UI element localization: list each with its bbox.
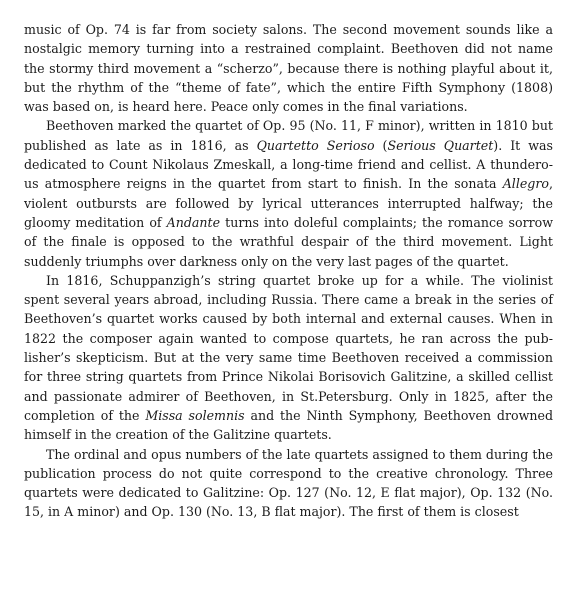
paragraph-2-text: ( xyxy=(374,137,388,153)
italic-title-quartetto-serioso: Quartetto Serioso xyxy=(256,137,375,153)
paragraph-2-text: , violent outbursts are followed by lyrical utterances interrupted halfway; the gloomy meditation of xyxy=(24,176,553,230)
paragraph-2 xyxy=(24,116,553,270)
paragraph-4-text: The ordinal and opus numbers of the late quartets assigned to them during the publication process do not quite correspond to the creative chronology. Three quartets were dedicated to Galitzine: Op. 127 (No. 12, E flat major), Op. 132 (No. 15, in A minor) and Op. 130 (No. 13, B flat major). The first of them is closest xyxy=(24,446,553,520)
paragraph-2-text: Beethoven marked the quartet of Op. 95 (No. 11, F minor), written in 1810 but published as late as in 1816, as xyxy=(24,118,553,153)
paragraph-3-text: In 1816, Schuppanzigh’s string quartet broke up for a while. The violinist spent several years abroad, including Russia. There came a break in the series of Beethoven’s quartet works caused by both internal and external causes. When in 1822 the composer again wanted to compose quartets, he ran across the publisher’s skepticism. But at the very same time Beethoven received a commission for three string quartets from Prince Nikolai Borisovich Galitzine, a skilled cellist and passionate admirer of Beethoven, in St.Petersburg. Only in 1825, after the completion of the xyxy=(24,272,553,423)
paragraph-3 xyxy=(24,271,553,445)
paragraph-2-text: turns into doleful complaints; the romance sorrow of the finale is opposed to the wrathful despair of the third movement. Light suddenly triumphs over darkness only on the very last pages of the quartet. xyxy=(24,214,553,269)
document-page xyxy=(24,20,553,522)
italic-title-serious-quartet: Serious Quartet xyxy=(387,137,494,153)
italic-title-missa-solemnis: Missa solemnis xyxy=(145,407,245,423)
paragraph-4 xyxy=(24,445,553,522)
paragraph-2-text: ). It was dedicated to Count Nikolaus Zmeskall, a long-time friend and cellist. A thunderous atmosphere reigns in the quartet from start to finish. In the sonata xyxy=(24,137,553,192)
paragraph-1-text: music of Op. 74 is far from society salons. The second movement sounds like a nostalgic memory turning into a restrained complaint. Beethoven did not name the stormy third movement a “scherzo”, because there is nothing playful about it, but the rhythm of the “theme of fate”, which the entire Fifth Symphony (1808) was based on, is heard here. Peace only comes in the final variations. xyxy=(24,22,553,115)
italic-term-andante: Andante xyxy=(166,214,221,230)
italic-term-allegro: Allegro xyxy=(502,176,549,192)
paragraph-1 xyxy=(24,20,553,116)
paragraph-3-text: and the Ninth Symphony, Beethoven drowned himself in the creation of the Galitzine quartets. xyxy=(24,407,554,443)
